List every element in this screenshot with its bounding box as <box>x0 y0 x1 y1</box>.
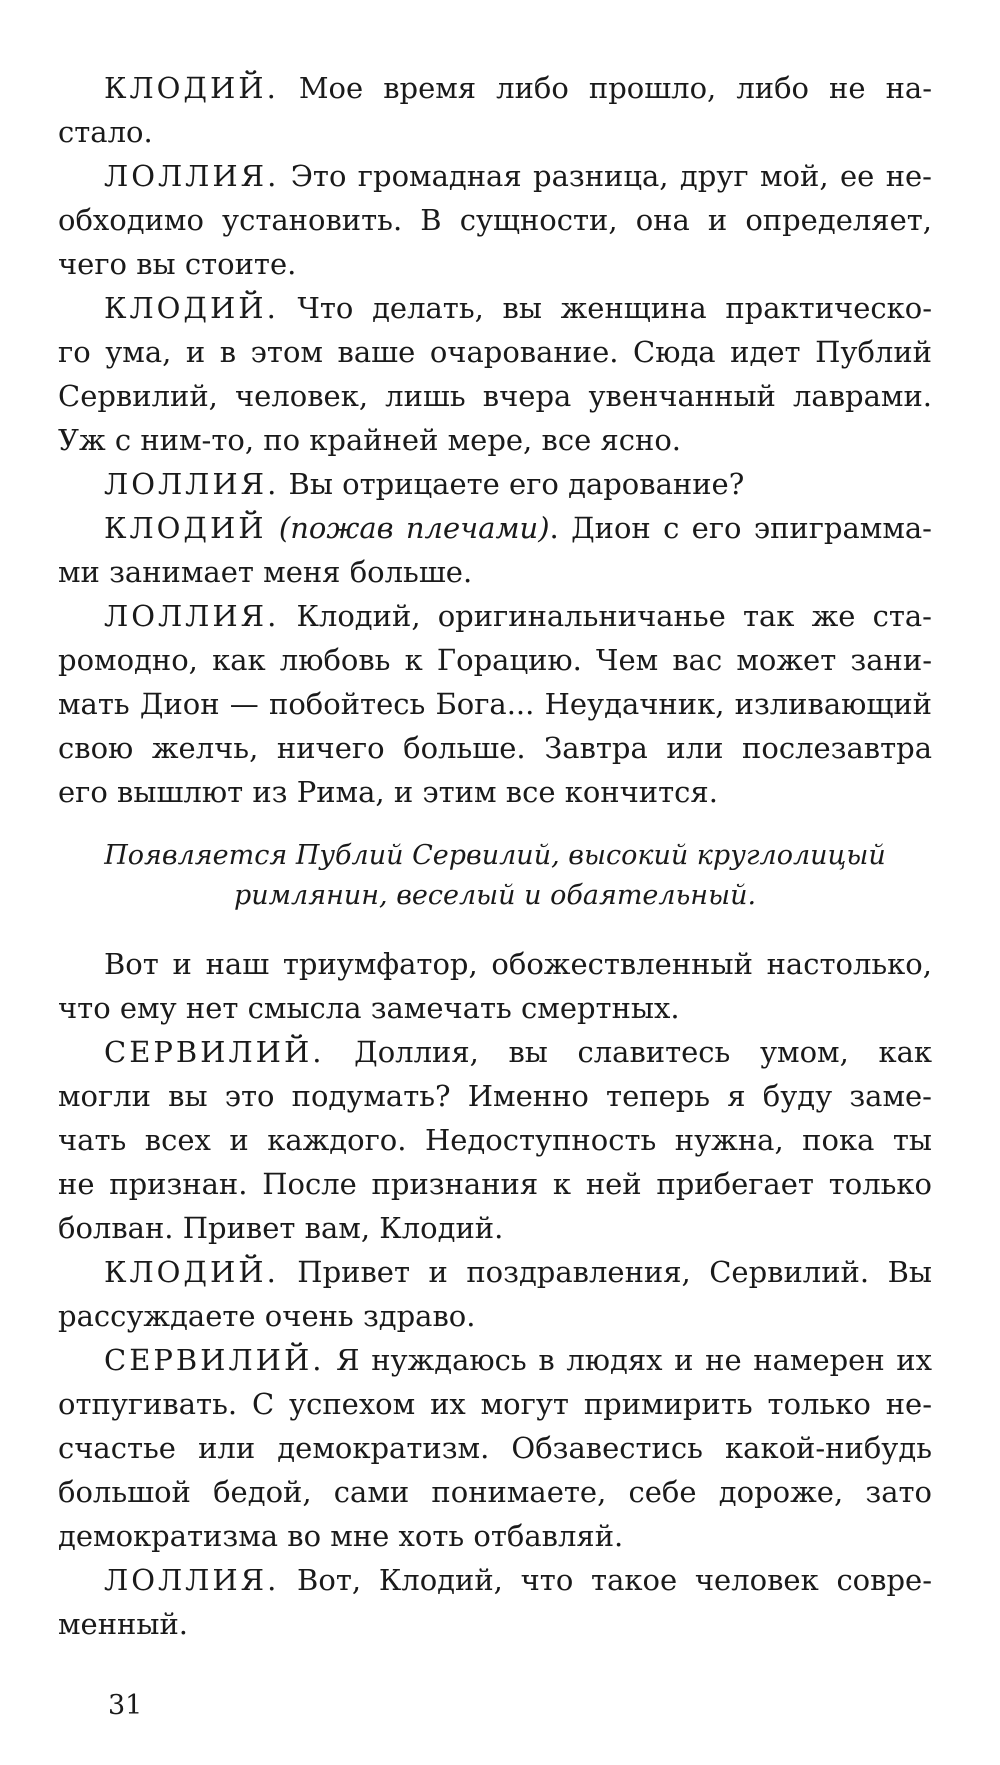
speaker-name: СЕРВИЛИЙ. <box>104 1343 325 1377</box>
line-text: Я нуждаюсь в людях и не намерен их <box>324 1343 932 1377</box>
line-text: что ему нет смысла замечать смертных. <box>58 991 680 1025</box>
speaker-name: КЛОДИЙ. <box>104 1255 279 1289</box>
page-number: 31 <box>108 1690 143 1721</box>
line-text: рассуждаете очень здраво. <box>58 1299 476 1333</box>
line-text: большой бедой, сами понимаете, себе дороже, зато <box>58 1475 932 1509</box>
line-text: Вот, Клодий, что такое человек совре- <box>279 1563 932 1597</box>
line-text: свою желчь, ничего больше. Завтра или послезавтра <box>58 731 932 765</box>
speaker-name: КЛОДИЙ. <box>104 71 279 105</box>
text-line <box>58 330 932 374</box>
dialogue-paragraph <box>58 1030 932 1250</box>
text-line <box>58 286 932 330</box>
line-text: не признан. После признания к ней прибегает только <box>58 1167 932 1201</box>
text-line <box>58 1602 932 1646</box>
text-line <box>58 462 932 506</box>
dialogue-paragraph <box>58 594 932 814</box>
line-text: чать всех и каждого. Недоступность нужна, пока ты <box>58 1123 932 1157</box>
speaker-name: СЕРВИЛИЙ. <box>104 1035 325 1069</box>
line-text: ми занимает меня больше. <box>58 555 473 589</box>
speaker-name: ЛОЛЛИЯ. <box>104 599 280 633</box>
text-line <box>58 682 932 726</box>
speaker-name: ЛОЛЛИЯ. <box>104 1563 280 1597</box>
line-text: болван. Привет вам, Клодий. <box>58 1211 504 1245</box>
dialogue-block-2 <box>58 942 932 1646</box>
line-text: . Дион с его эпиграмма- <box>549 511 932 545</box>
line-text: Уж с ним-то, по крайней мере, все ясно. <box>58 423 681 457</box>
line-text: счастье или демократизм. Обзавестись какой-нибудь <box>58 1431 932 1465</box>
text-line <box>58 550 932 594</box>
line-text: могли вы это подумать? Именно теперь я буду заме- <box>58 1079 932 1113</box>
dialogue-paragraph <box>58 462 932 506</box>
text-line <box>58 110 932 154</box>
text-line <box>58 638 932 682</box>
line-text: мать Дион — побойтесь Бога... Неудачник, изливающий <box>58 687 932 721</box>
text-line <box>58 942 932 986</box>
text-line <box>58 1250 932 1294</box>
line-text: обходимо установить. В сущности, она и определяет, <box>58 203 932 237</box>
line-text: стало. <box>58 115 153 149</box>
line-text: Вот и наш триумфатор, обожествленный настолько, <box>104 947 932 981</box>
text-line <box>58 1382 932 1426</box>
text-line <box>58 1426 932 1470</box>
text-line <box>58 374 932 418</box>
dialogue-paragraph <box>58 154 932 286</box>
text-line <box>58 1118 932 1162</box>
dialogue-block-1 <box>58 66 932 814</box>
text-line <box>58 1338 932 1382</box>
speaker-name: ЛОЛЛИЯ. <box>104 159 280 193</box>
dialogue-paragraph <box>58 942 932 1030</box>
line-text: Мое время либо прошло, либо не на- <box>278 71 932 105</box>
line-text: отпугивать. С успехом их могут примирить только не- <box>58 1387 932 1421</box>
inline-stage-direction: (пожав плечами) <box>266 511 550 545</box>
line-text: его вышлют из Рима, и этим все кончится. <box>58 775 718 809</box>
text-line <box>58 66 932 110</box>
stage-direction-line: римлянин, веселый и обаятельный. <box>233 880 757 911</box>
text-line <box>58 1294 932 1338</box>
line-text: Доллия, вы славитесь умом, как <box>324 1035 932 1069</box>
line-text: Вы отрицаете его дарование? <box>279 467 745 501</box>
line-text: менный. <box>58 1607 189 1641</box>
stage-direction <box>58 836 932 916</box>
dialogue-paragraph <box>58 1338 932 1558</box>
text-line <box>58 242 932 286</box>
dialogue-paragraph <box>58 286 932 462</box>
speaker-name: ЛОЛЛИЯ. <box>104 467 280 501</box>
stage-direction-line: Появляется Публий Сервилий, высокий круглолицый <box>104 840 886 871</box>
text-line <box>58 1030 932 1074</box>
text-line <box>58 1206 932 1250</box>
text-line <box>58 770 932 814</box>
line-text: го ума, и в этом ваше очарование. Сюда идет Публий <box>58 335 932 369</box>
dialogue-paragraph <box>58 506 932 594</box>
text-line <box>58 418 932 462</box>
dialogue-paragraph <box>58 1250 932 1338</box>
text-line <box>58 506 932 550</box>
line-text: демократизма во мне хоть отбавляй. <box>58 1519 624 1553</box>
text-line <box>58 154 932 198</box>
line-text: Клодий, оригинальничанье так же ста- <box>279 599 932 633</box>
text-line <box>58 1162 932 1206</box>
text-line <box>58 198 932 242</box>
text-line <box>58 1558 932 1602</box>
text-line <box>58 1470 932 1514</box>
line-text: Что делать, вы женщина практическо- <box>278 291 932 325</box>
line-text: Привет и поздравления, Сервилий. Вы <box>278 1255 932 1289</box>
text-line <box>58 726 932 770</box>
dialogue-paragraph <box>58 1558 932 1646</box>
speaker-name: КЛОДИЙ <box>104 511 267 545</box>
line-text: чего вы стоите. <box>58 247 297 281</box>
line-text: ромодно, как любовь к Горацию. Чем вас может зани- <box>58 643 932 677</box>
dialogue-paragraph <box>58 66 932 154</box>
text-line <box>58 594 932 638</box>
text-line <box>58 1074 932 1118</box>
text-line <box>58 986 932 1030</box>
line-text: Сервилий, человек, лишь вчера увенчанный лаврами. <box>58 379 932 413</box>
line-text: Это громадная разница, друг мой, ее не- <box>279 159 932 193</box>
speaker-name: КЛОДИЙ. <box>104 291 279 325</box>
text-line <box>58 1514 932 1558</box>
